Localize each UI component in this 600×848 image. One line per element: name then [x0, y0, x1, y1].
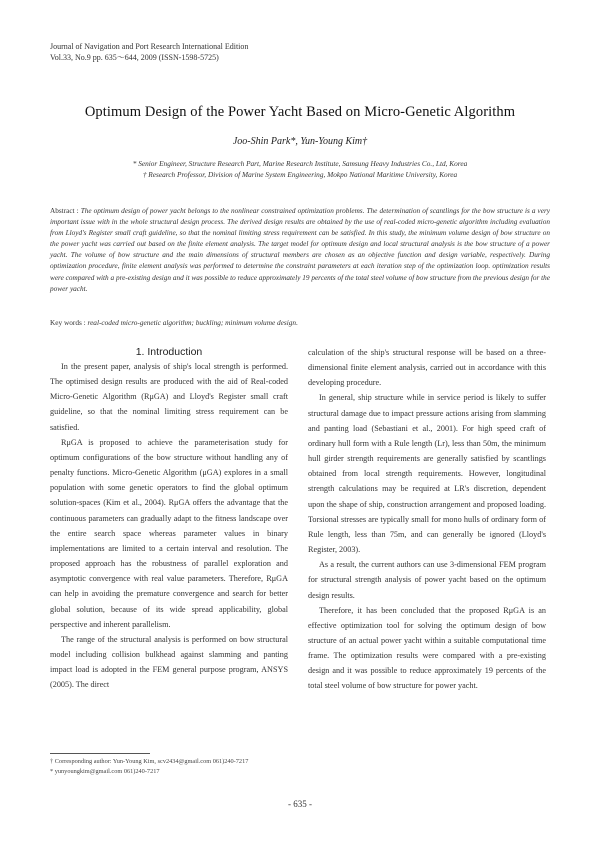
affiliation-2: † Research Professor, Division of Marine System Engineering, Mokpo National Maritime University, Korea	[142, 170, 458, 179]
journal-volume: Vol.33, No.9 pp. 635～644, 2009 (ISSN-1598-5725)	[50, 53, 219, 62]
page-number: - 635 -	[288, 799, 312, 809]
journal-header	[50, 41, 248, 63]
right-column	[308, 345, 546, 694]
paragraph: RμGA is proposed to achieve the parameterisation study for optimum configurations of the bow structure without handling any of penalty functions. Micro-Genetic Algorithm (μGA) explores in a small population with some genetic operators to find the global optimum solution-spaces (Kim et al., 2004). RμGA offers the advantage that the continuous parameters can gradually adapt to the fitness landscape over the entire search space whereas parameter values in binary implementations are limited to a certain interval and resolution. The proposed approach has the robustness of parallel exploration and asymptotic convergence with real value parameters. Therefore, RμGA can help in avoiding the premature convergence and search for better global solution, because of its wide spread applicability, global perspective and inherent parallelism.	[50, 437, 288, 629]
footnote-divider	[50, 753, 150, 754]
section-heading: 1. Introduction	[135, 346, 203, 358]
affiliations	[0, 158, 600, 180]
paragraph: In general, ship structure while in service period is likely to suffer structural damage due to impact pressure actions arising from slamming and panting load (Sebastiani et al., 2001). For high speed craft of ordinary hull form with a Rule length (Lr), less than 50m, the minimum hull girder strength requirements are generally satisfied by scantlings obtained from local strength requirements. However, longitudinal strength calculations may be required at LR's discretion, dependent upon the shape of ship, construction arrangement and proposed loading. Torsional stresses are typically small for mono hulls of ordinary form of Rule length, less than 75m, and can generally be ignored (Lloyd's Register, 2003).	[308, 393, 546, 555]
paragraph: As a result, the current authors can use 3-dimensional FEM program for structural strength analysis of power yacht based on the optimum design results.	[308, 560, 546, 600]
footnotes	[50, 757, 248, 777]
footnote-email: * yunyoungkim@gmail.com 061)240-7217	[50, 768, 160, 775]
footnote-corresponding: † Corresponding author: Yun-Young Kim, scv2434@gmail.com 061)240-7217	[50, 758, 249, 765]
paper-authors: Joo-Shin Park*, Yun-Young Kim†	[232, 136, 368, 147]
paragraph: calculation of the ship's structural response will be based on a three-dimensional finite element analysis, carried out in accordance with this developing procedure.	[308, 348, 546, 388]
paragraph: The range of the structural analysis is performed on bow structural model including collision bulkhead against slamming and panting impact load is adopted in the FEM general purpose program, ANSYS (2005). The direct	[50, 634, 288, 690]
left-column	[50, 345, 288, 692]
journal-name: Journal of Navigation and Port Research International Edition	[50, 42, 249, 51]
keywords	[50, 318, 298, 327]
keywords-label: Key words :	[50, 318, 86, 327]
paragraph: In the present paper, analysis of ship's local strength is performed. The optimised design results are produced with the aid of Real-coded Micro-Genetic Algorithm (RμGA) and Lloyd's Register small craft guideline, so that the nominal limiting stress requirement can be satisfied.	[50, 362, 288, 432]
abstract-text: The optimum design of power yacht belongs to the nonlinear constrained optimization problems. The determination of scantlings for the bow structure is a very important issue with in the whole structural design process. The derived design results are obtained by the use of real-coded micro-genetic algorithm including evaluation from Lloyd's Register small craft guideline, so that the nominal limiting stress requirement can be satisfied. In this study, the minimum volume design of bow structure on the power yacht was carried out based on the finite element analysis. The target model for optimum design and local structural analysis is the bow structure of a power yacht. The volume of bow structure and the main dimensions of structural members are chosen as an objective function and design variable, respectively. During optimization procedure, finite element analysis was performed to determine the constraint parameters at each iteration step of the optimization loop. optimization results were compared with a pre-existing design and it was possible to reduce approximately 19 percents of the total steel volume of bow structure from the previous design for the power yacht.	[50, 207, 551, 293]
paragraph: Therefore, it has been concluded that the proposed RμGA is an effective optimization tool for solving the optimum design of bow structure of an actual power yacht within a suitable computational time frame. The optimization results were compared with a pre-existing design and it was possible to reduce approximately 19 percents of the total steel volume of bow structure for power yacht.	[308, 605, 546, 691]
abstract-label: Abstract :	[50, 207, 79, 215]
abstract	[50, 206, 550, 295]
affiliation-1: * Senior Engineer, Structure Research Part, Marine Research Institute, Samsung Heavy Industries Co., Ltd, Korea	[132, 159, 468, 168]
paper-title: Optimum Design of the Power Yacht Based on Micro-Genetic Algorithm	[84, 104, 516, 120]
keywords-text: real-coded micro-genetic algorithm; buckling; minimum volume design.	[87, 318, 298, 327]
